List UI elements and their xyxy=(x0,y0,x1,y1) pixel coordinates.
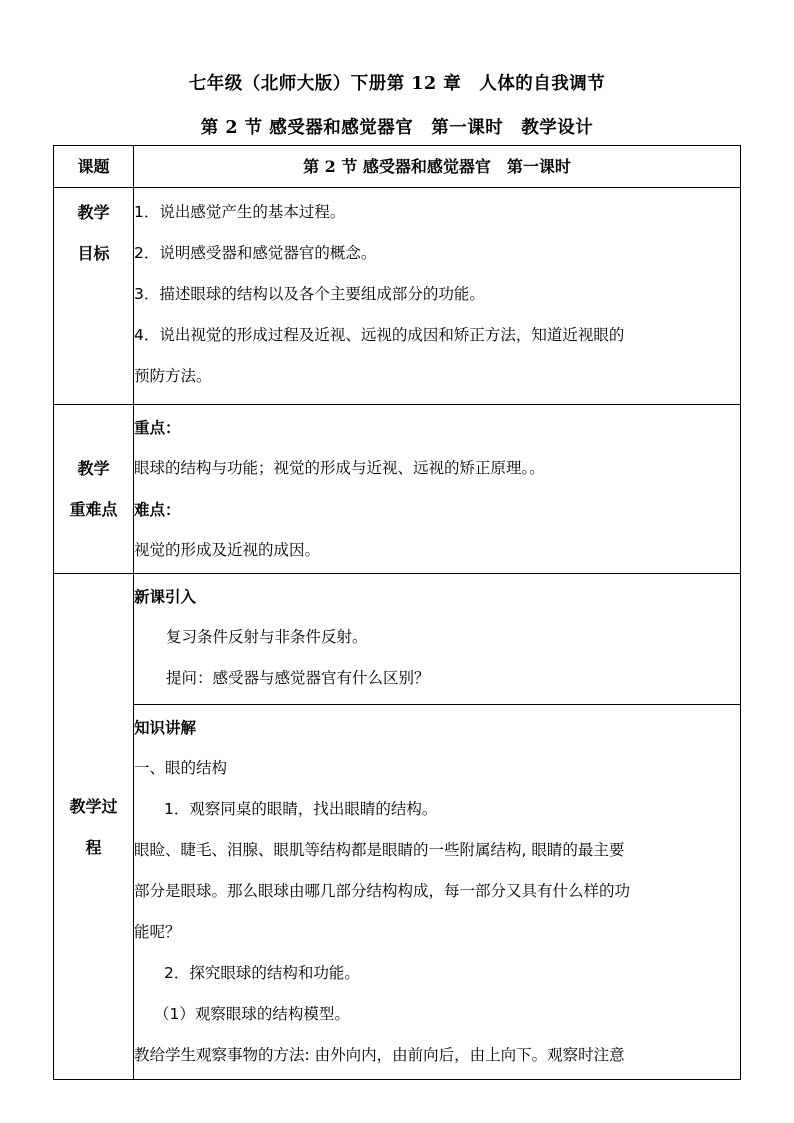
table-row-topic xyxy=(54,146,741,188)
process-label xyxy=(54,574,134,1080)
goal-item: 2．说明感受器和感觉器官的概念。 xyxy=(134,244,377,262)
lecture-line: （1）观察眼球的结构模型。 xyxy=(154,1005,350,1023)
lecture-line: 一、眼的结构 xyxy=(134,759,228,777)
focus-label-line1: 教学 xyxy=(77,459,110,478)
goals-label-line2: 目标 xyxy=(77,244,110,263)
goals-content xyxy=(134,188,741,405)
goal-item: 1．说出感觉产生的基本过程。 xyxy=(134,203,346,221)
intro-line: 提问：感受器与感觉器官有什么区别？ xyxy=(166,669,430,687)
focus-content xyxy=(134,405,741,574)
lecture-title: 知识讲解 xyxy=(134,718,197,737)
table-row-intro xyxy=(54,574,741,705)
table-row-lecture xyxy=(54,705,741,1080)
difficulty-title: 难点： xyxy=(134,500,181,519)
table-row-goals xyxy=(54,188,741,405)
key-point-title: 重点： xyxy=(134,418,181,437)
goals-label xyxy=(54,188,134,405)
intro-line: 复习条件反射与非条件反射。 xyxy=(166,628,368,646)
focus-label xyxy=(54,405,134,574)
topic-label: 课题 xyxy=(54,146,134,188)
topic-value: 第 2 节 感受器和感觉器官 第一课时 xyxy=(134,146,741,188)
lecture-line: 眼睑、睫毛、泪腺、眼肌等结构都是眼睛的一些附属结构, 眼睛的最主要 xyxy=(134,841,625,859)
process-label-line1: 教学过 xyxy=(69,796,118,816)
document-subtitle: 第 2 节 感受器和感觉器官 第一课时 教学设计 xyxy=(200,118,594,138)
key-point-text: 眼球的结构与功能；视觉的形成与近视、远视的矫正原理。。 xyxy=(134,459,545,477)
lecture-line: 2．探究眼球的结构和功能。 xyxy=(164,964,360,982)
lecture-line: 教给学生观察事物的方法: 由外向内，由前向后，由上向下。观察时注意 xyxy=(134,1046,625,1064)
document-title: 七年级（北师大版）下册第 12 章 人体的自我调节 xyxy=(188,74,606,94)
table-row-focus xyxy=(54,405,741,574)
intro-title: 新课引入 xyxy=(134,587,197,606)
goal-item: 3．描述眼球的结构以及各个主要组成部分的功能。 xyxy=(134,285,485,303)
lecture-line: 能呢？ xyxy=(134,923,181,941)
difficulty-text: 视觉的形成及近视的成因。 xyxy=(134,541,321,559)
goals-label-line1: 教学 xyxy=(77,203,110,222)
focus-label-line2: 重难点 xyxy=(69,500,118,519)
goal-item: 预防方法。 xyxy=(134,367,212,385)
lecture-line: 1．观察同桌的眼睛，找出眼睛的结构。 xyxy=(164,800,438,818)
lesson-plan-table xyxy=(53,145,741,1080)
goal-item: 4．说出视觉的形成过程及近视、远视的成因和矫正方法，知道近视眼的 xyxy=(134,326,625,344)
lecture-line: 部分是眼球。那么眼球由哪几部分结构构成，每一部分又具有什么样的功 xyxy=(134,882,631,900)
lecture-content xyxy=(134,705,741,1080)
process-label-line2: 程 xyxy=(85,837,102,857)
intro-content xyxy=(134,574,741,705)
